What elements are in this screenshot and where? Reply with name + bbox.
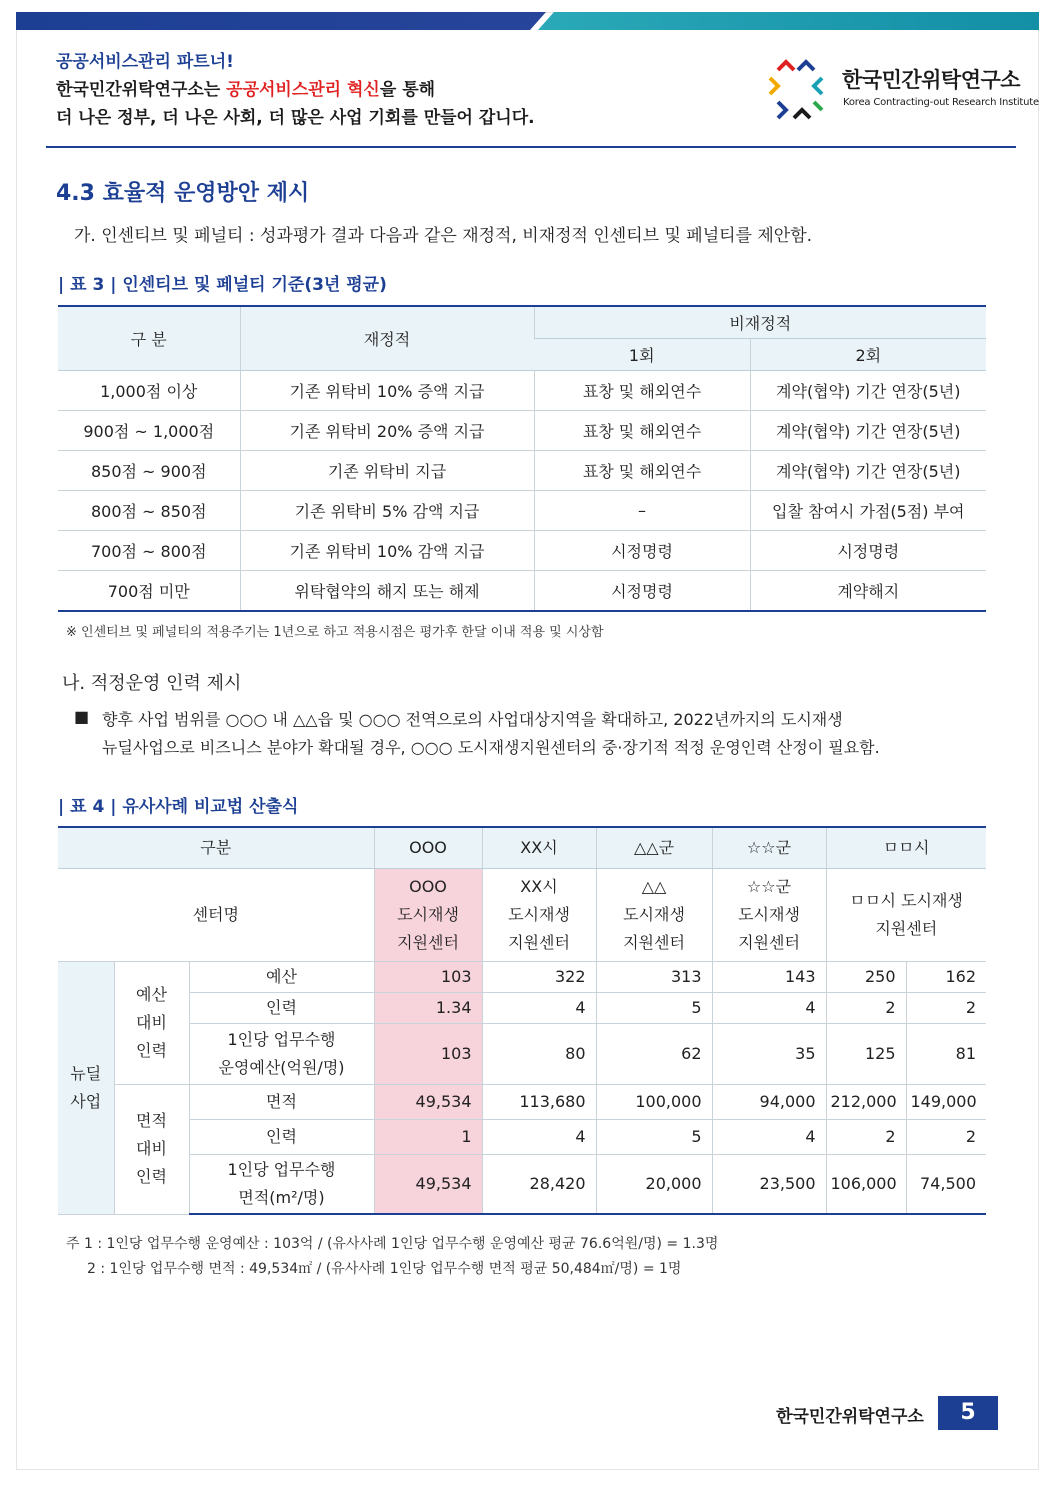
cell: 103: [374, 1024, 482, 1085]
cell-score: 700점 ~ 800점: [58, 531, 240, 571]
th-col-ooo: OOO: [374, 827, 482, 869]
cell-first: 표창 및 해외연수: [534, 411, 750, 451]
tagline-line-1: 공공서비스관리 파트너!: [56, 52, 234, 72]
cell: 106,000: [826, 1155, 906, 1215]
cell: 2: [906, 993, 986, 1024]
header-tagline: [56, 48, 535, 132]
cell: 62: [596, 1024, 712, 1085]
footer-institute-name: 한국민간위탁연구소: [776, 1407, 924, 1427]
cell: 4: [482, 1120, 596, 1155]
table4-caption: | 표 4 | 유사사례 비교법 산출식: [58, 797, 299, 817]
header-divider: [46, 146, 1016, 148]
cell-score: 1,000점 이상: [58, 371, 240, 411]
bullet-icon: ■: [74, 707, 90, 726]
comparison-table: [58, 826, 986, 1215]
row-label-budget: 예산: [189, 962, 374, 993]
incentive-penalty-table: [58, 305, 986, 612]
cell: 125: [826, 1024, 906, 1085]
cell-score: 800점 ~ 850점: [58, 491, 240, 531]
top-color-bar: [16, 12, 1039, 30]
center-triangle: △△ 도시재생 지원센터: [596, 869, 712, 962]
cell-second: 계약(협약) 기간 연장(5년): [750, 451, 986, 491]
tagline-line-2: [56, 76, 535, 104]
cell: 1.34: [374, 993, 482, 1024]
cell: 94,000: [712, 1085, 826, 1120]
cell: 212,000: [826, 1085, 906, 1120]
section-title: 4.3 효율적 운영방안 제시: [56, 181, 310, 206]
center-ooo: OOO 도시재생 지원센터: [374, 869, 482, 962]
cell: 1: [374, 1120, 482, 1155]
cell: 143: [712, 962, 826, 993]
cell-first: –: [534, 491, 750, 531]
cell-score: 700점 미만: [58, 571, 240, 612]
row-label-area-staff: 인력: [189, 1120, 374, 1155]
cell-score: 850점 ~ 900점: [58, 451, 240, 491]
cell: 313: [596, 962, 712, 993]
cell-financial: 기존 위탁비 20% 증액 지급: [240, 411, 534, 451]
page-number: 5: [938, 1396, 998, 1430]
cell-financial: 위탁협약의 해지 또는 해제: [240, 571, 534, 612]
group-area: 면적 대비 인력: [114, 1085, 189, 1215]
cell: 81: [906, 1024, 986, 1085]
row-label-area-per: 1인당 업무수행 면적(m²/명): [189, 1155, 374, 1215]
center-xx: XX시 도시재생 지원센터: [482, 869, 596, 962]
cell-second: 입찰 참여시 가점(5점) 부여: [750, 491, 986, 531]
tagline-2-post: 을 통해: [379, 80, 436, 100]
cell: 49,534: [374, 1155, 482, 1215]
paragraph-incentive: 가. 인센티브 및 페널티 : 성과평가 결과 다음과 같은 재정적, 비재정적 인센티브 및 페널티를 제안함.: [74, 226, 813, 246]
cell: 28,420: [482, 1155, 596, 1215]
table-row: [58, 571, 986, 612]
th-col-xx: XX시: [482, 827, 596, 869]
cell-first: 시정명령: [534, 571, 750, 612]
group-newdeal: 뉴딜 사업: [58, 962, 114, 1215]
tagline-line-3: 더 나은 정부, 더 나은 사회, 더 많은 사업 기회를 만들어 갑니다.: [56, 108, 535, 128]
th-col-square: ㅁㅁ시: [826, 827, 986, 869]
cell-financial: 기존 위탁비 5% 감액 지급: [240, 491, 534, 531]
cell: 250: [826, 962, 906, 993]
row-label-budget-per: 1인당 업무수행 운영예산(억원/명): [189, 1024, 374, 1085]
bullet-text-1: 향후 사업 범위를 ○○○ 내 △△읍 및 ○○○ 전역으로의 사업대상지역을 확대하고, 2022년까지의 도시재생: [102, 710, 843, 729]
center-star: ☆☆군 도시재생 지원센터: [712, 869, 826, 962]
cell: 4: [482, 993, 596, 1024]
bullet-text-2: 뉴딜사업으로 비즈니스 분야가 확대될 경우, ○○○ 도시재생지원센터의 중·장기적 적정 운영인력 산정이 필요함.: [102, 738, 880, 757]
logo-mark-icon: [764, 58, 828, 126]
center-square: ㅁㅁ시 도시재생 지원센터: [826, 869, 986, 962]
cell-financial: 기존 위탁비 10% 감액 지급: [240, 531, 534, 571]
cell: 322: [482, 962, 596, 993]
cell: 20,000: [596, 1155, 712, 1215]
th-col-star: ☆☆군: [712, 827, 826, 869]
cell-second: 시정명령: [750, 531, 986, 571]
center-name-label: 센터명: [58, 869, 374, 962]
table-row: [58, 451, 986, 491]
tagline-highlight: 공공서비스관리 혁신: [226, 80, 380, 100]
table3-note: ※ 인센티브 및 페널티의 적용주기는 1년으로 하고 적용시점은 평가후 한달 이내 적용 및 시상함: [66, 625, 604, 640]
cell: 4: [712, 993, 826, 1024]
th-financial: 재정적: [240, 306, 534, 371]
th-second: 2회: [750, 339, 986, 371]
cell: 103: [374, 962, 482, 993]
row-label-budget-staff: 인력: [189, 993, 374, 1024]
logo-name: 한국민간위탁연구소: [842, 68, 1021, 92]
tagline-2-pre: 한국민간위탁연구소는: [56, 80, 227, 100]
cell: 5: [596, 993, 712, 1024]
cell-second: 계약해지: [750, 571, 986, 612]
table-row: [58, 531, 986, 571]
th-division: 구분: [58, 827, 374, 869]
th-non-financial: 비재정적: [534, 306, 986, 339]
table3-caption: | 표 3 | 인센티브 및 페널티 기준(3년 평균): [58, 275, 387, 295]
th-col-triangle: △△군: [596, 827, 712, 869]
cell-first: 표창 및 해외연수: [534, 371, 750, 411]
table4-note-1: 주 1 : 1인당 업무수행 운영예산 : 103억 / (유사사례 1인당 업무수행 운영예산 평균 76.6억원/명) = 1.3명: [66, 1236, 719, 1252]
cell: 113,680: [482, 1085, 596, 1120]
table4-note-2: 2 : 1인당 업무수행 면적 : 49,534㎡ / (유사사례 1인당 업무수행 면적 평균 50,484㎡/명) = 1명: [87, 1261, 682, 1277]
cell: 49,534: [374, 1085, 482, 1120]
cell: 23,500: [712, 1155, 826, 1215]
logo-subtitle: Korea Contracting-out Research Institute: [843, 97, 1039, 108]
section-b-title: 나. 적정운영 인력 제시: [62, 673, 242, 694]
cell: 74,500: [906, 1155, 986, 1215]
cell: 2: [906, 1120, 986, 1155]
cell-score: 900점 ~ 1,000점: [58, 411, 240, 451]
cell: 35: [712, 1024, 826, 1085]
cell: 5: [596, 1120, 712, 1155]
cell: 2: [826, 993, 906, 1024]
cell: 100,000: [596, 1085, 712, 1120]
institute-logo: [764, 58, 1039, 126]
cell: 80: [482, 1024, 596, 1085]
cell-first: 표창 및 해외연수: [534, 451, 750, 491]
cell: 149,000: [906, 1085, 986, 1120]
cell: 4: [712, 1120, 826, 1155]
row-label-area: 면적: [189, 1085, 374, 1120]
cell: 2: [826, 1120, 906, 1155]
th-first: 1회: [534, 339, 750, 371]
table-row: [58, 491, 986, 531]
cell-second: 계약(협약) 기간 연장(5년): [750, 411, 986, 451]
cell-financial: 기존 위탁비 지급: [240, 451, 534, 491]
cell-first: 시정명령: [534, 531, 750, 571]
table-row: [58, 371, 986, 411]
cell-second: 계약(협약) 기간 연장(5년): [750, 371, 986, 411]
th-category: 구 분: [58, 306, 240, 371]
group-budget: 예산 대비 인력: [114, 962, 189, 1085]
cell-financial: 기존 위탁비 10% 증액 지급: [240, 371, 534, 411]
cell: 162: [906, 962, 986, 993]
table-row: [58, 411, 986, 451]
